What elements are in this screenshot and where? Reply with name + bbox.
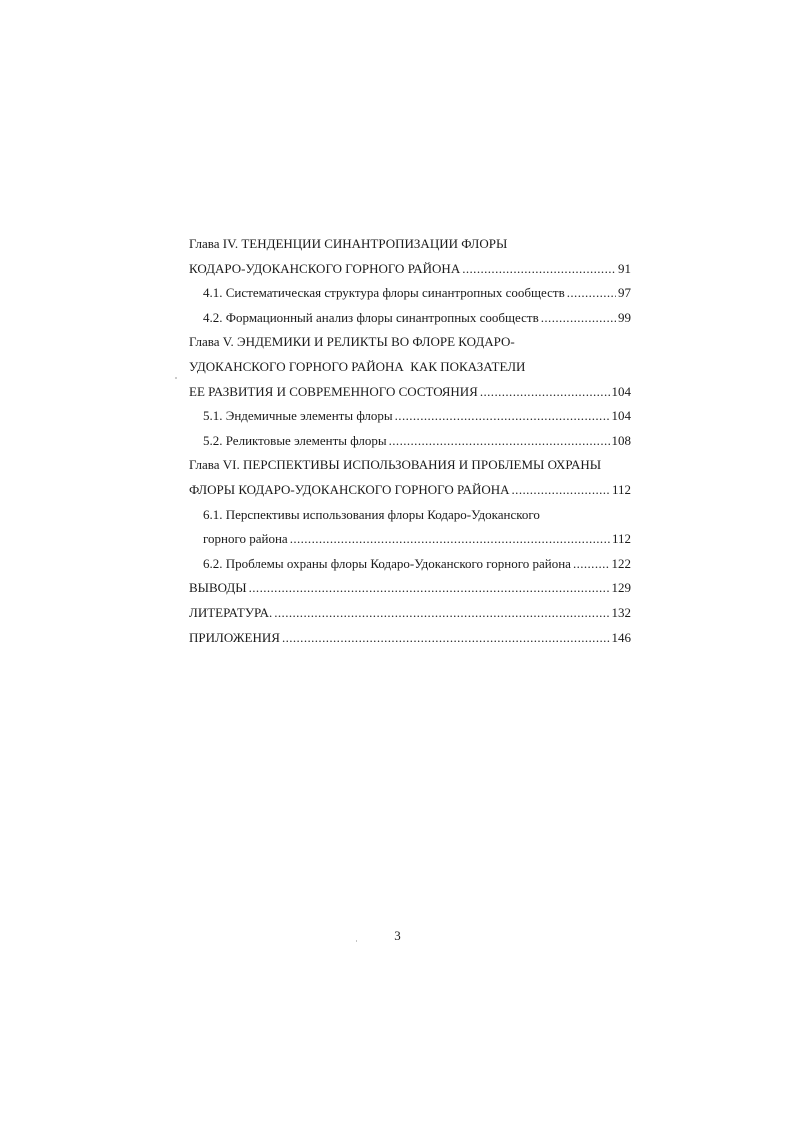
toc-section-label: 4.1. Систематическая структура флоры синантропных сообществ [203,285,565,301]
toc-section-page: 104 [611,408,631,424]
leader-dots [274,601,609,626]
toc-section-6-1-entry [189,527,631,552]
toc-chapter-5-title-line3: ЕЕ РАЗВИТИЯ И СОВРЕМЕННОГО СОСТОЯНИЯ [189,383,478,399]
toc-section-4-2 [189,306,631,331]
toc-section-label: 6.2. Проблемы охраны флоры Кодаро-Удоканского горного района [203,555,571,571]
toc-conclusions [189,576,631,601]
toc-section-page: 112 [611,531,631,547]
toc-section-label: 5.1. Эндемичные элементы флоры [203,408,393,424]
toc-section-label-cont: горного района [203,531,288,547]
toc-section-4-1 [189,281,631,306]
table-of-contents [189,232,631,650]
toc-section-label: 5.2. Реликтовые элементы флоры [203,432,387,448]
leader-dots [573,552,610,577]
toc-section-page: 99 [618,309,631,325]
leader-dots [290,527,610,552]
toc-chapter-4-title-line2: КОДАРО-УДОКАНСКОГО ГОРНОГО РАЙОНА [189,260,461,276]
toc-section-page: 97 [618,285,631,301]
leader-dots [480,380,610,405]
toc-chapter-6-page: 112 [611,481,631,497]
toc-section-5-1 [189,404,631,429]
toc-chapter-5-entry [189,380,631,405]
toc-literature [189,601,631,626]
page-number: 3 [394,928,401,943]
leader-dots [249,576,610,601]
scan-speck [175,377,177,379]
toc-section-page: 122 [611,555,631,571]
toc-chapter-5-title-line1: Глава V. ЭНДЕМИКИ И РЕЛИКТЫ ВО ФЛОРЕ КОДАРО- [189,334,515,350]
toc-literature-label: ЛИТЕРАТУРА. [189,604,273,620]
leader-dots [389,429,610,454]
toc-section-5-2 [189,429,631,454]
toc-section-6-2 [189,552,631,577]
leader-dots [512,478,610,503]
toc-chapter-5-page: 104 [611,383,631,399]
toc-chapter-4-title-line1: Глава IV. ТЕНДЕНЦИИ СИНАНТРОПИЗАЦИИ ФЛОРЫ [189,236,508,251]
leader-dots [567,281,616,306]
toc-chapter-6-title-line1: Глава VI. ПЕРСПЕКТИВЫ ИСПОЛЬЗОВАНИЯ И ПРОБЛЕМЫ ОХРАНЫ [189,457,602,473]
scan-speck [356,940,357,942]
toc-chapter-5-title-line2: УДОКАНСКОГО ГОРНОГО РАЙОНА КАК ПОКАЗАТЕЛИ [189,358,526,374]
leader-dots [282,626,610,651]
toc-conclusions-label: ВЫВОДЫ [189,580,247,596]
toc-chapter-6-entry [189,478,631,503]
toc-chapter-4-page: 91 [618,260,631,276]
leader-dots [462,257,616,282]
toc-literature-page: 132 [611,604,631,620]
toc-section-page: 108 [611,432,631,448]
toc-section-label: 4.2. Формационный анализ флоры синантропных сообществ [203,309,539,325]
toc-appendices-label: ПРИЛОЖЕНИЯ [189,629,280,645]
leader-dots [395,404,610,429]
leader-dots [541,306,616,331]
toc-appendices [189,626,631,651]
toc-section-6-1-line1 [189,503,631,528]
toc-chapter-4-entry [189,257,631,282]
toc-chapter-6-title-line2: ФЛОРЫ КОДАРО-УДОКАНСКОГО ГОРНОГО РАЙОНА [189,481,510,497]
toc-appendices-page: 146 [611,629,631,645]
toc-conclusions-page: 129 [611,580,631,596]
toc-section-label: 6.1. Перспективы использования флоры Кодаро-Удоканского [203,506,540,522]
